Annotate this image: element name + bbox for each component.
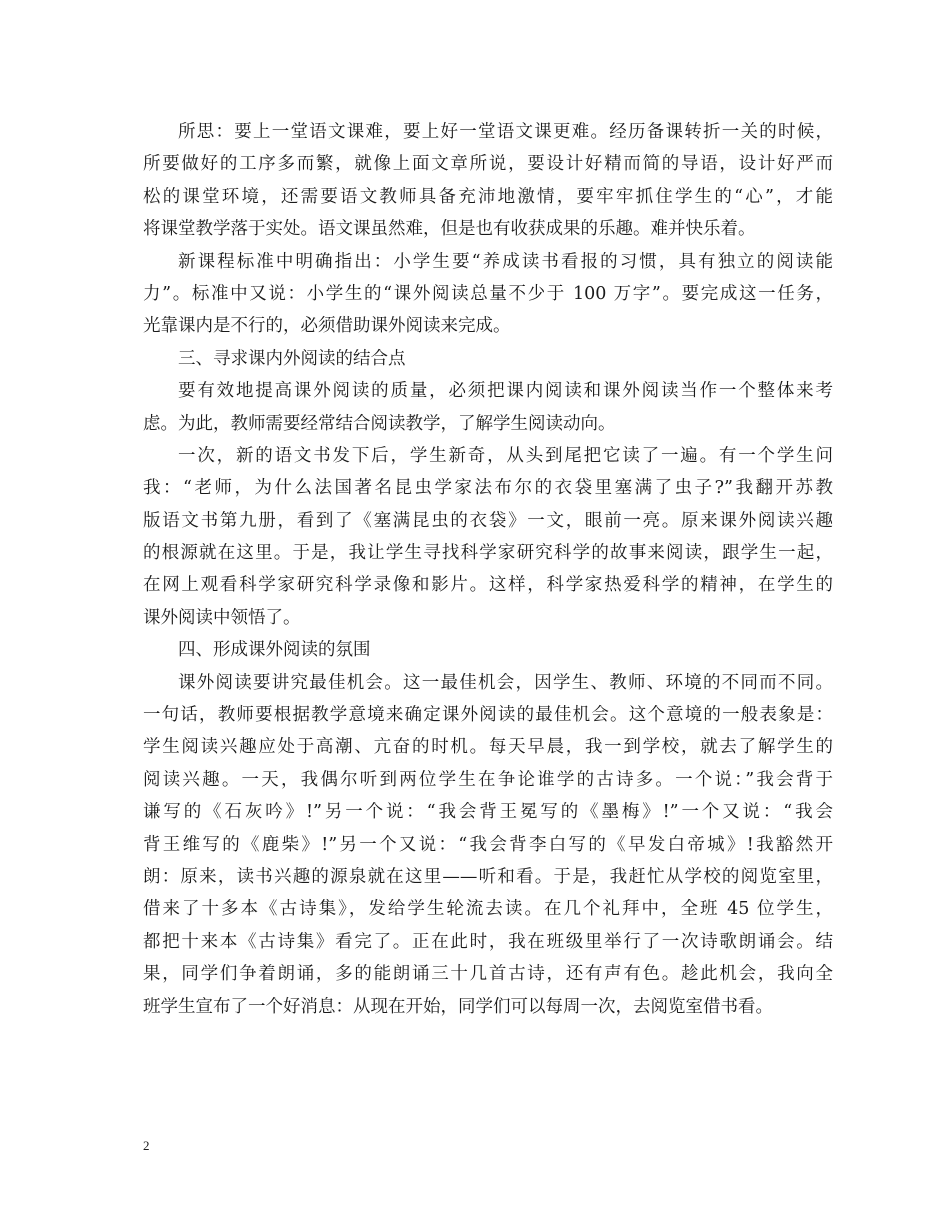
text-line: 学生阅读兴趣应处于高潮、亢奋的时机。每天早晨，我一到学校，就去了解学生的 bbox=[143, 737, 833, 758]
text-line: 一句话，教师要根据教学意境来确定课外阅读的最佳机会。这个意境的一般表象是： bbox=[143, 705, 833, 726]
text-line: 新课程标准中明确指出：小学生要“养成读书看报的习惯，具有独立的阅读能 bbox=[178, 251, 833, 272]
text-line: 借来了十多本《古诗集》，发给学生轮流去读。在几个礼拜中，全班 45 位学生， bbox=[143, 899, 833, 920]
text-line: 的根源就在这里。于是，我让学生寻找科学家研究科学的故事来阅读，跟学生一起， bbox=[143, 543, 833, 564]
text-line: 所思：要上一堂语文课难，要上好一堂语文课更难。经历备课转折一关的时候， bbox=[178, 122, 833, 142]
text-line: 谦写的《石灰吟》!”另一个说：“我会背王冕写的《墨梅》!”一个又说：“我会 bbox=[143, 802, 833, 823]
text-line: 三、寻求课内外阅读的结合点 bbox=[178, 348, 406, 369]
text-line: 所要做好的工序多而繁，就像上面文章所说，要设计好精而简的导语，设计好严而 bbox=[143, 154, 833, 175]
text-line: 课外阅读中领悟了。 bbox=[143, 607, 301, 628]
text-line: 一次，新的语文书发下后，学生新奇，从头到尾把它读了一遍。有一个学生问 bbox=[178, 445, 833, 466]
text-line: 力”。标准中又说：小学生的“课外阅读总量不少于 100 万字”。要完成这一任务， bbox=[143, 283, 833, 304]
text-line: 光靠课内是不行的，必须借助课外阅读来完成。 bbox=[143, 316, 511, 337]
page-number: 2 bbox=[143, 1138, 150, 1153]
text-line: 版语文书第九册，看到了《塞满昆虫的衣袋》一文，眼前一亮。原来课外阅读兴趣 bbox=[143, 510, 833, 531]
text-line: 朗：原来，读书兴趣的源泉就在这里——听和看。于是，我赶忙从学校的阅览室里， bbox=[143, 866, 833, 887]
text-line: 虑。为此，教师需要经常结合阅读教学，了解学生阅读动向。 bbox=[143, 413, 616, 434]
text-line: 阅读兴趣。一天，我偶尔听到两位学生在争论谁学的古诗多。一个说：”我会背于 bbox=[143, 769, 833, 790]
text-line: 课外阅读要讲究最佳机会。这一最佳机会，因学生、教师、环境的不同而不同。 bbox=[178, 672, 833, 693]
text-line: 在网上观看科学家研究科学录像和影片。这样，科学家热爱科学的精神，在学生的 bbox=[143, 575, 833, 596]
text-line: 班学生宣布了一个好消息：从现在开始，同学们可以每周一次，去阅览室借书看。 bbox=[143, 996, 773, 1017]
text-line: 四、形成课外阅读的氛围 bbox=[178, 640, 371, 661]
text-line: 我：“老师，为什么法国著名昆虫学家法布尔的衣袋里塞满了虫子?”我翻开苏教 bbox=[143, 478, 833, 499]
document-body bbox=[143, 116, 833, 1023]
text-line: 都把十来本《古诗集》看完了。正在此时，我在班级里举行了一次诗歌朗诵会。结 bbox=[143, 931, 833, 952]
text-line: 背王维写的《鹿柴》!”另一个又说：“我会背李白写的《早发白帝城》!我豁然开 bbox=[143, 834, 833, 855]
text-line: 果，同学们争着朗诵，多的能朗诵三十几首古诗，还有声有色。趁此机会，我向全 bbox=[143, 964, 833, 985]
text-line: 将课堂教学落于实处。语文课虽然难，但是也有收获成果的乐趣。难并快乐着。 bbox=[143, 219, 756, 240]
text-line: 松的课堂环境，还需要语文教师具备充沛地激情，要牢牢抓住学生的“心”，才能 bbox=[143, 186, 833, 207]
text-line: 要有效地提高课外阅读的质量，必须把课内阅读和课外阅读当作一个整体来考 bbox=[178, 381, 833, 402]
